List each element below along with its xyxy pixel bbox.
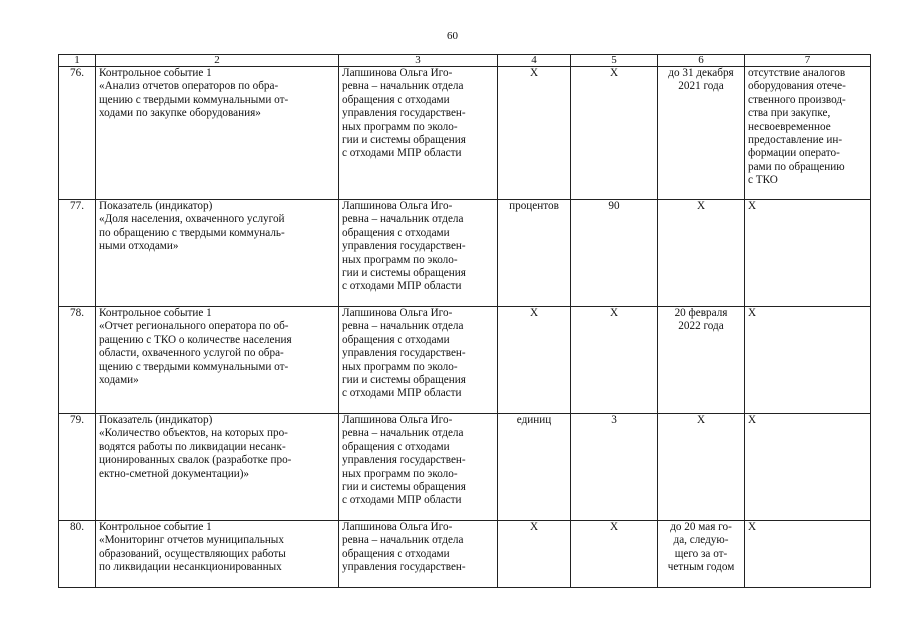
cell-line: Х xyxy=(748,200,757,212)
cell-line: управления государствен- xyxy=(342,240,466,253)
cell-line: Х xyxy=(696,200,706,212)
cell-line: образований, осуществляющих работы xyxy=(99,547,286,560)
table-body xyxy=(59,55,871,588)
cell-line: Х xyxy=(748,521,757,533)
cell-line: Х xyxy=(748,307,757,319)
unit-cell xyxy=(498,307,571,414)
cell-line: Показатель (индикатор) xyxy=(99,414,213,426)
cell-line: обращения с отходами xyxy=(342,547,450,560)
cell-line: 90 xyxy=(608,200,620,212)
cell-line: обращения с отходами xyxy=(342,226,450,239)
cell-line: ектно-сметной документации)» xyxy=(99,467,250,480)
deadline-cell xyxy=(658,67,745,200)
cell-line: Х xyxy=(529,307,539,319)
cell-line: управления государствен- xyxy=(342,107,466,120)
cell-line: отсутствие аналогов xyxy=(748,67,846,79)
cell-line: «Анализ отчетов операторов по обра- xyxy=(99,80,279,93)
risk-cell xyxy=(745,307,871,414)
cell-line: Контрольное событие 1 xyxy=(99,67,212,79)
cell-line: щению с твердыми коммунальными от- xyxy=(99,360,289,373)
responsible-cell xyxy=(339,521,498,588)
cell-line: щению с твердыми коммунальными от- xyxy=(99,93,289,106)
cell-line: до 31 декабря xyxy=(668,67,734,79)
cell-line: Х xyxy=(696,414,706,426)
cell-line: по ликвидации несанкционированных xyxy=(99,561,282,574)
cell-line: ревна – начальник отдела xyxy=(342,534,464,547)
cell-line: водятся работы по ликвидации несанк- xyxy=(99,440,286,453)
risk-cell xyxy=(745,414,871,521)
cell-line: ревна – начальник отдела xyxy=(342,320,464,333)
column-header-5: 5 xyxy=(571,55,658,67)
cell-line: Х xyxy=(609,67,619,79)
column-header-2: 2 xyxy=(96,55,339,67)
cell-line: Лапшинова Ольга Иго- xyxy=(342,307,453,319)
cell-line: предоставление ин- xyxy=(748,134,843,147)
cell-line: ных программ по эколо- xyxy=(342,360,458,373)
cell-line: управления государствен- xyxy=(342,347,466,360)
cell-line: ных программ по эколо- xyxy=(342,467,458,480)
cell-line: «Доля населения, охваченного услугой xyxy=(99,213,285,226)
cell-line: рами по обращению xyxy=(748,160,845,173)
cell-line: ных программ по эколо- xyxy=(342,253,458,266)
value-cell xyxy=(571,200,658,307)
column-header-1: 1 xyxy=(59,55,96,67)
cell-line: формации операто- xyxy=(748,147,840,160)
cell-line: ревна – начальник отдела xyxy=(342,80,464,93)
row-number: 78. xyxy=(59,307,96,414)
risk-cell xyxy=(745,67,871,200)
cell-line: по обращению с твердыми коммуналь- xyxy=(99,226,285,239)
column-header-4: 4 xyxy=(498,55,571,67)
risk-cell xyxy=(745,200,871,307)
value-cell xyxy=(571,521,658,588)
cell-line: с отходами МПР области xyxy=(342,387,462,400)
cell-line: до 20 мая го- xyxy=(670,521,732,533)
page-number: 60 xyxy=(447,30,458,42)
event-cell xyxy=(96,521,339,588)
cell-line: Х xyxy=(609,521,619,533)
cell-line: с отходами МПР области xyxy=(342,280,462,293)
deadline-cell xyxy=(658,521,745,588)
event-cell xyxy=(96,200,339,307)
column-header-3: 3 xyxy=(339,55,498,67)
cell-line: «Количество объектов, на которых про- xyxy=(99,427,288,440)
cell-line: 20 февраля xyxy=(674,307,728,319)
cell-line: ходами по закупке оборудования» xyxy=(99,107,261,120)
cell-line: Контрольное событие 1 xyxy=(99,307,212,319)
row-number: 77. xyxy=(59,200,96,307)
cell-line: гии и системы обращения xyxy=(342,134,466,147)
cell-line: области, охваченного услугой по обра- xyxy=(99,347,284,360)
risk-cell xyxy=(745,521,871,588)
header-row xyxy=(59,55,871,67)
cell-line: управления государствен- xyxy=(342,454,466,467)
value-cell xyxy=(571,307,658,414)
cell-line: ращению с ТКО о количестве населения xyxy=(99,333,292,346)
cell-line: щего за от- xyxy=(674,547,728,560)
cell-line: Лапшинова Ольга Иго- xyxy=(342,414,453,426)
cell-line: управления государствен- xyxy=(342,561,466,574)
deadline-cell xyxy=(658,200,745,307)
cell-line: ных программ по эколо- xyxy=(342,120,458,133)
event-cell xyxy=(96,307,339,414)
unit-cell xyxy=(498,414,571,521)
cell-line: Показатель (индикатор) xyxy=(99,200,213,212)
cell-line: ственного производ- xyxy=(748,93,846,106)
cell-line: 3 xyxy=(611,414,617,426)
cell-line: Х xyxy=(748,414,757,426)
row-number: 80. xyxy=(59,521,96,588)
cell-line: Х xyxy=(609,307,619,319)
cell-line: единиц xyxy=(516,414,552,426)
cell-line: с отходами МПР области xyxy=(342,147,462,160)
cell-line: четным годом xyxy=(667,561,735,574)
cell-line: ходами» xyxy=(99,374,139,387)
table-row xyxy=(59,307,871,414)
cell-line: Х xyxy=(529,67,539,79)
unit-cell xyxy=(498,200,571,307)
event-cell xyxy=(96,67,339,200)
cell-line: гии и системы обращения xyxy=(342,267,466,280)
cell-line: Лапшинова Ольга Иго- xyxy=(342,521,453,533)
cell-line: несвоевременное xyxy=(748,120,831,133)
cell-line: процентов xyxy=(509,200,559,212)
column-header-7: 7 xyxy=(745,55,871,67)
cell-line: обращения с отходами xyxy=(342,440,450,453)
cell-line: да, следую- xyxy=(673,534,729,547)
cell-line: Лапшинова Ольга Иго- xyxy=(342,67,453,79)
responsible-cell xyxy=(339,414,498,521)
value-cell xyxy=(571,67,658,200)
cell-line: обращения с отходами xyxy=(342,333,450,346)
cell-line: ства при закупке, xyxy=(748,107,831,120)
event-cell xyxy=(96,414,339,521)
responsible-cell xyxy=(339,67,498,200)
cell-line: гии и системы обращения xyxy=(342,374,466,387)
column-header-6: 6 xyxy=(658,55,745,67)
cell-line: обращения с отходами xyxy=(342,93,450,106)
cell-line: 2021 года xyxy=(678,80,724,93)
cell-line: с отходами МПР области xyxy=(342,494,462,507)
table-row xyxy=(59,521,871,588)
table-row xyxy=(59,200,871,307)
cell-line: ревна – начальник отдела xyxy=(342,213,464,226)
cell-line: Х xyxy=(529,521,539,533)
cell-line: Лапшинова Ольга Иго- xyxy=(342,200,453,212)
responsible-cell xyxy=(339,200,498,307)
value-cell xyxy=(571,414,658,521)
unit-cell xyxy=(498,521,571,588)
cell-line: с ТКО xyxy=(748,174,778,187)
cell-line: Контрольное событие 1 xyxy=(99,521,212,533)
cell-line: «Отчет регионального оператора по об- xyxy=(99,320,289,333)
row-number: 79. xyxy=(59,414,96,521)
cell-line: 2022 года xyxy=(678,320,724,333)
cell-line: гии и системы обращения xyxy=(342,481,466,494)
unit-cell xyxy=(498,67,571,200)
cell-line: ревна – начальник отдела xyxy=(342,427,464,440)
cell-line: ными отходами» xyxy=(99,240,179,253)
table-row xyxy=(59,414,871,521)
deadline-cell xyxy=(658,414,745,521)
plan-table xyxy=(58,54,871,588)
cell-line: ционированных свалок (разработке про- xyxy=(99,454,292,467)
cell-line: оборудования отече- xyxy=(748,80,846,93)
responsible-cell xyxy=(339,307,498,414)
cell-line: «Мониторинг отчетов муниципальных xyxy=(99,534,284,547)
table-row xyxy=(59,67,871,200)
row-number: 76. xyxy=(59,67,96,200)
deadline-cell xyxy=(658,307,745,414)
